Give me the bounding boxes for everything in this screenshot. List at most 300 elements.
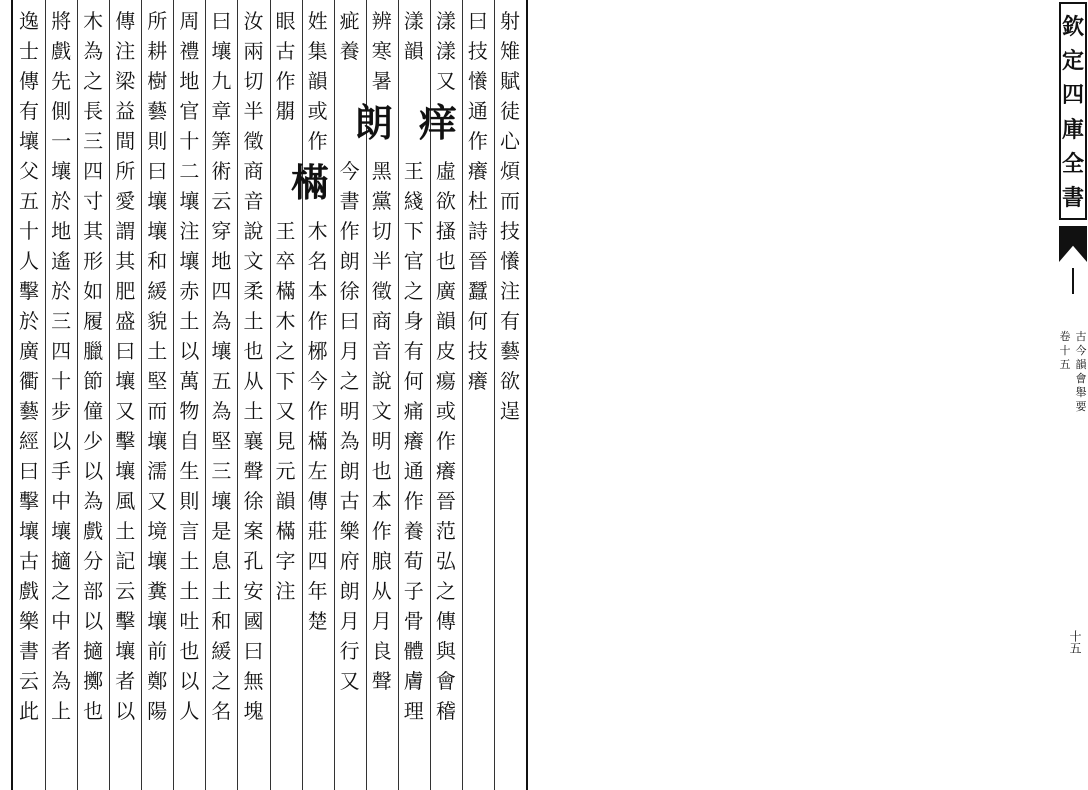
glyph: 兩 <box>243 39 264 63</box>
glyph: 癢 <box>467 159 488 183</box>
glyph: 又 <box>339 669 360 693</box>
glyph: 筭 <box>211 129 232 153</box>
glyph: 作 <box>275 69 296 93</box>
glyph <box>276 186 296 216</box>
glyph: 有 <box>19 99 40 123</box>
glyph: 膚 <box>403 669 424 693</box>
glyph: 擲 <box>83 669 104 693</box>
volume-char: 十 <box>1059 344 1071 357</box>
glyph: 境 <box>147 519 168 543</box>
glyph: 壤 <box>147 549 168 573</box>
glyph: 技 <box>499 219 520 243</box>
glyph: 案 <box>243 519 264 543</box>
glyph: 養 <box>339 39 360 63</box>
glyph: 中 <box>51 489 72 513</box>
glyph: 以 <box>83 459 104 483</box>
glyph: 木 <box>307 219 328 243</box>
glyph: 土 <box>243 309 264 333</box>
glyph: 黨 <box>371 189 392 213</box>
right-margin <box>528 0 1087 790</box>
glyph: 有 <box>499 309 520 333</box>
glyph: 孔 <box>243 549 264 573</box>
glyph: 王 <box>275 219 296 243</box>
glyph: 傳 <box>307 489 328 513</box>
glyph: 曰 <box>467 9 488 33</box>
glyph: 四 <box>307 549 328 573</box>
glyph: 十 <box>179 129 200 153</box>
glyph: 賦 <box>499 69 520 93</box>
glyph: 堅 <box>147 369 168 393</box>
glyph: 曰 <box>339 309 360 333</box>
glyph: 曰 <box>211 9 232 33</box>
glyph: 三 <box>211 459 232 483</box>
glyph <box>404 96 424 126</box>
glyph: 長 <box>83 99 104 123</box>
glyph: 之 <box>339 369 360 393</box>
subtitle-char: 今 <box>1075 344 1087 357</box>
glyph: 行 <box>339 639 360 663</box>
glyph: 欲 <box>435 189 456 213</box>
glyph: 士 <box>19 39 40 63</box>
text-column <box>335 6 365 696</box>
glyph: 暑 <box>371 69 392 93</box>
glyph: 明 <box>339 399 360 423</box>
glyph: 也 <box>179 639 200 663</box>
glyph: 術 <box>211 159 232 183</box>
glyph: 癢 <box>435 459 456 483</box>
glyph: 壤 <box>115 639 136 663</box>
glyph: 集 <box>307 39 328 63</box>
glyph: 从 <box>371 579 392 603</box>
glyph: 徵 <box>371 279 392 303</box>
glyph: 土 <box>179 549 200 573</box>
glyph: 之 <box>275 339 296 363</box>
text-column <box>174 6 204 726</box>
glyph: 漾 <box>435 9 456 33</box>
glyph: 云 <box>115 579 136 603</box>
glyph: 下 <box>403 219 424 243</box>
glyph: 藝 <box>147 99 168 123</box>
glyph: 安 <box>243 579 264 603</box>
glyph: 而 <box>499 189 520 213</box>
glyph: 楚 <box>307 609 328 633</box>
glyph: 壤 <box>51 159 72 183</box>
glyph: 壤 <box>211 339 232 363</box>
glyph: 禮 <box>179 39 200 63</box>
glyph: 心 <box>499 129 520 153</box>
glyph: 為 <box>211 309 232 333</box>
glyph: 晉 <box>435 489 456 513</box>
glyph: 子 <box>403 579 424 603</box>
glyph <box>340 66 360 96</box>
glyph: 作 <box>403 489 424 513</box>
glyph: 此 <box>19 699 40 723</box>
glyph: 癢 <box>403 429 424 453</box>
subtitle-char: 舉 <box>1075 386 1087 399</box>
glyph: 㭨 <box>307 339 328 363</box>
glyph: 又 <box>435 69 456 93</box>
glyph: 為 <box>211 399 232 423</box>
glyph: 地 <box>179 69 200 93</box>
glyph: 府 <box>339 549 360 573</box>
glyph: 步 <box>51 399 72 423</box>
glyph: 壤 <box>115 369 136 393</box>
glyph: 書 <box>19 639 40 663</box>
glyph: 其 <box>115 249 136 273</box>
text-column <box>399 6 429 726</box>
glyph: 戲 <box>19 579 40 603</box>
glyph: 王 <box>403 159 424 183</box>
book-title <box>1059 2 1087 220</box>
glyph: 國 <box>243 609 264 633</box>
glyph: 樂 <box>19 609 40 633</box>
glyph: 也 <box>243 339 264 363</box>
glyph: 吐 <box>179 609 200 633</box>
glyph: 朗 <box>339 249 360 273</box>
glyph: 韻 <box>275 489 296 513</box>
text-column <box>14 6 44 726</box>
glyph: 壤 <box>19 129 40 153</box>
title-char: 庫 <box>1061 116 1084 143</box>
glyph: 和 <box>147 249 168 273</box>
glyph: 何 <box>467 309 488 333</box>
glyph: 又 <box>115 399 136 423</box>
glyph: 姓 <box>307 9 328 33</box>
glyph: 將 <box>51 9 72 33</box>
glyph: 無 <box>243 669 264 693</box>
glyph <box>340 126 360 156</box>
book-subtitle <box>1074 330 1088 414</box>
text-column <box>78 6 108 726</box>
glyph: 本 <box>371 489 392 513</box>
glyph: 云 <box>19 669 40 693</box>
text-column <box>463 6 493 396</box>
glyph: 文 <box>243 249 264 273</box>
glyph: 或 <box>435 399 456 423</box>
glyph: 先 <box>51 69 72 93</box>
glyph: 愛 <box>115 189 136 213</box>
glyph: 明 <box>371 429 392 453</box>
glyph: 朤 <box>275 99 296 123</box>
glyph: 徐 <box>339 279 360 303</box>
glyph: 曰 <box>147 159 168 183</box>
text-column <box>110 6 140 726</box>
glyph: 音 <box>243 189 264 213</box>
glyph: 土 <box>179 309 200 333</box>
glyph: 會 <box>435 669 456 693</box>
glyph: 又 <box>275 399 296 423</box>
glyph: 瘍 <box>435 369 456 393</box>
glyph: 九 <box>211 69 232 93</box>
glyph: 部 <box>83 579 104 603</box>
divider-mark <box>1072 268 1074 294</box>
headword: 樠 <box>290 160 329 205</box>
glyph: 月 <box>339 339 360 363</box>
glyph: 父 <box>19 159 40 183</box>
glyph: 曰 <box>19 459 40 483</box>
glyph: 糞 <box>147 579 168 603</box>
glyph: 古 <box>339 489 360 513</box>
glyph: 辨 <box>371 9 392 33</box>
glyph: 耕 <box>147 39 168 63</box>
glyph: 擿 <box>83 639 104 663</box>
glyph: 皮 <box>435 339 456 363</box>
glyph: 之 <box>211 669 232 693</box>
glyph: 少 <box>83 429 104 453</box>
glyph: 其 <box>83 219 104 243</box>
glyph: 以 <box>83 609 104 633</box>
glyph: 四 <box>83 159 104 183</box>
glyph: 壤 <box>179 189 200 213</box>
glyph: 作 <box>467 129 488 153</box>
glyph: 體 <box>403 639 424 663</box>
glyph: 則 <box>147 129 168 153</box>
glyph: 三 <box>51 309 72 333</box>
glyph: 搔 <box>435 219 456 243</box>
glyph: 側 <box>51 99 72 123</box>
glyph: 曰 <box>115 339 136 363</box>
glyph: 木 <box>275 309 296 333</box>
glyph: 所 <box>147 9 168 33</box>
glyph: 而 <box>147 399 168 423</box>
glyph: 徒 <box>499 99 520 123</box>
title-char: 四 <box>1061 82 1084 109</box>
subtitle-char: 韻 <box>1075 358 1087 371</box>
glyph: 樠 <box>307 429 328 453</box>
glyph: 逸 <box>19 9 40 33</box>
glyph: 謂 <box>115 219 136 243</box>
glyph: 是 <box>211 519 232 543</box>
glyph: 徐 <box>243 489 264 513</box>
glyph: 樠 <box>275 519 296 543</box>
glyph: 何 <box>403 369 424 393</box>
glyph: 也 <box>83 699 104 723</box>
glyph: 骨 <box>403 609 424 633</box>
glyph: 赤 <box>179 279 200 303</box>
glyph: 物 <box>179 399 200 423</box>
glyph: 元 <box>275 459 296 483</box>
glyph: 月 <box>371 609 392 633</box>
glyph: 今 <box>339 159 360 183</box>
glyph: 通 <box>467 99 488 123</box>
glyph: 養 <box>403 519 424 543</box>
glyph: 懩 <box>499 249 520 273</box>
glyph: 遙 <box>51 249 72 273</box>
volume-char: 五 <box>1059 358 1071 371</box>
glyph: 與 <box>435 639 456 663</box>
glyph: 之 <box>403 279 424 303</box>
glyph: 為 <box>339 429 360 453</box>
glyph: 生 <box>179 459 200 483</box>
glyph: 云 <box>211 189 232 213</box>
glyph: 土 <box>243 399 264 423</box>
glyph: 手 <box>51 459 72 483</box>
glyph: 為 <box>83 39 104 63</box>
glyph: 朗 <box>339 459 360 483</box>
volume-char: 卷 <box>1059 330 1071 343</box>
glyph: 言 <box>179 519 200 543</box>
glyph: 眼 <box>275 9 296 33</box>
title-char: 欽 <box>1061 13 1084 40</box>
glyph: 壤 <box>51 519 72 543</box>
glyph: 以 <box>179 669 200 693</box>
glyph: 朖 <box>371 549 392 573</box>
glyph: 徵 <box>243 129 264 153</box>
glyph: 為 <box>51 669 72 693</box>
glyph: 逞 <box>499 399 520 423</box>
glyph <box>404 66 424 96</box>
text-column <box>238 6 268 726</box>
glyph: 人 <box>19 249 40 273</box>
glyph: 擊 <box>19 489 40 513</box>
headword: 朗 <box>354 100 393 145</box>
glyph: 黑 <box>371 159 392 183</box>
glyph: 壤 <box>211 39 232 63</box>
glyph: 濡 <box>147 459 168 483</box>
glyph: 綫 <box>403 189 424 213</box>
glyph: 傳 <box>435 609 456 633</box>
glyph: 二 <box>179 159 200 183</box>
glyph: 又 <box>147 489 168 513</box>
glyph: 五 <box>211 369 232 393</box>
glyph: 自 <box>179 429 200 453</box>
subtitle-char: 古 <box>1075 330 1087 343</box>
glyph: 履 <box>83 309 104 333</box>
glyph: 作 <box>435 429 456 453</box>
glyph: 从 <box>243 369 264 393</box>
glyph: 漾 <box>435 39 456 63</box>
glyph: 左 <box>307 459 328 483</box>
glyph: 注 <box>499 279 520 303</box>
glyph: 下 <box>275 369 296 393</box>
glyph: 間 <box>115 129 136 153</box>
glyph: 以 <box>115 699 136 723</box>
glyph: 以 <box>51 429 72 453</box>
glyph: 聲 <box>243 459 264 483</box>
glyph: 雉 <box>499 39 520 63</box>
text-column <box>142 6 172 726</box>
glyph: 於 <box>51 189 72 213</box>
glyph: 疵 <box>339 9 360 33</box>
glyph: 癢 <box>467 369 488 393</box>
glyph: 擿 <box>51 549 72 573</box>
glyph: 半 <box>243 99 264 123</box>
glyph: 壤 <box>147 189 168 213</box>
glyph: 所 <box>115 159 136 183</box>
glyph: 之 <box>51 579 72 603</box>
glyph: 之 <box>83 69 104 93</box>
glyph: 痛 <box>403 399 424 423</box>
glyph: 作 <box>339 219 360 243</box>
glyph: 今 <box>307 369 328 393</box>
glyph: 名 <box>307 249 328 273</box>
glyph: 土 <box>179 579 200 603</box>
glyph: 一 <box>51 129 72 153</box>
glyph <box>404 126 424 156</box>
glyph: 陽 <box>147 699 168 723</box>
glyph: 煩 <box>499 159 520 183</box>
text-column <box>303 6 333 636</box>
glyph: 戲 <box>51 39 72 63</box>
glyph: 壤 <box>147 429 168 453</box>
glyph: 樠 <box>275 279 296 303</box>
glyph: 年 <box>307 579 328 603</box>
glyph: 則 <box>179 489 200 513</box>
glyph: 卒 <box>275 249 296 273</box>
glyph: 壤 <box>147 219 168 243</box>
glyph: 官 <box>403 249 424 273</box>
glyph: 音 <box>371 339 392 363</box>
glyph: 人 <box>179 699 200 723</box>
glyph: 技 <box>467 39 488 63</box>
glyph: 之 <box>435 579 456 603</box>
glyph: 萬 <box>179 369 200 393</box>
glyph: 聲 <box>371 669 392 693</box>
glyph: 寒 <box>371 39 392 63</box>
glyph <box>276 126 296 156</box>
text-column <box>206 6 236 726</box>
glyph: 文 <box>371 399 392 423</box>
glyph: 商 <box>371 309 392 333</box>
glyph: 和 <box>211 609 232 633</box>
glyph: 韻 <box>435 309 456 333</box>
glyph: 緩 <box>147 279 168 303</box>
glyph: 作 <box>307 129 328 153</box>
glyph: 土 <box>211 579 232 603</box>
glyph: 襄 <box>243 429 264 453</box>
glyph <box>340 96 360 126</box>
glyph: 木 <box>83 9 104 33</box>
glyph: 或 <box>307 99 328 123</box>
glyph: 懩 <box>467 69 488 93</box>
subtitle-char: 會 <box>1075 372 1087 385</box>
glyph: 樂 <box>339 519 360 543</box>
glyph: 說 <box>371 369 392 393</box>
glyph: 藝 <box>19 399 40 423</box>
glyph: 技 <box>467 339 488 363</box>
glyph: 詩 <box>467 219 488 243</box>
glyph: 上 <box>51 699 72 723</box>
glyph: 擊 <box>115 429 136 453</box>
glyph: 古 <box>19 549 40 573</box>
glyph: 范 <box>435 519 456 543</box>
glyph: 臘 <box>83 339 104 363</box>
glyph: 官 <box>179 99 200 123</box>
glyph: 稽 <box>435 699 456 723</box>
text-column <box>495 6 525 426</box>
text-column <box>271 6 301 606</box>
glyph: 理 <box>403 699 424 723</box>
glyph: 節 <box>83 369 104 393</box>
glyph: 有 <box>403 339 424 363</box>
title-char: 定 <box>1061 47 1084 74</box>
glyph: 土 <box>147 339 168 363</box>
glyph: 三 <box>83 129 104 153</box>
glyph: 以 <box>179 339 200 363</box>
glyph: 切 <box>243 69 264 93</box>
glyph: 塊 <box>243 699 264 723</box>
glyph: 緩 <box>211 639 232 663</box>
glyph: 經 <box>19 429 40 453</box>
glyph: 晉 <box>467 249 488 273</box>
glyph: 土 <box>115 519 136 543</box>
glyph: 壤 <box>19 519 40 543</box>
glyph: 如 <box>83 279 104 303</box>
glyph: 杜 <box>467 189 488 213</box>
glyph: 切 <box>371 219 392 243</box>
glyph: 壤 <box>115 459 136 483</box>
glyph: 梁 <box>115 69 136 93</box>
